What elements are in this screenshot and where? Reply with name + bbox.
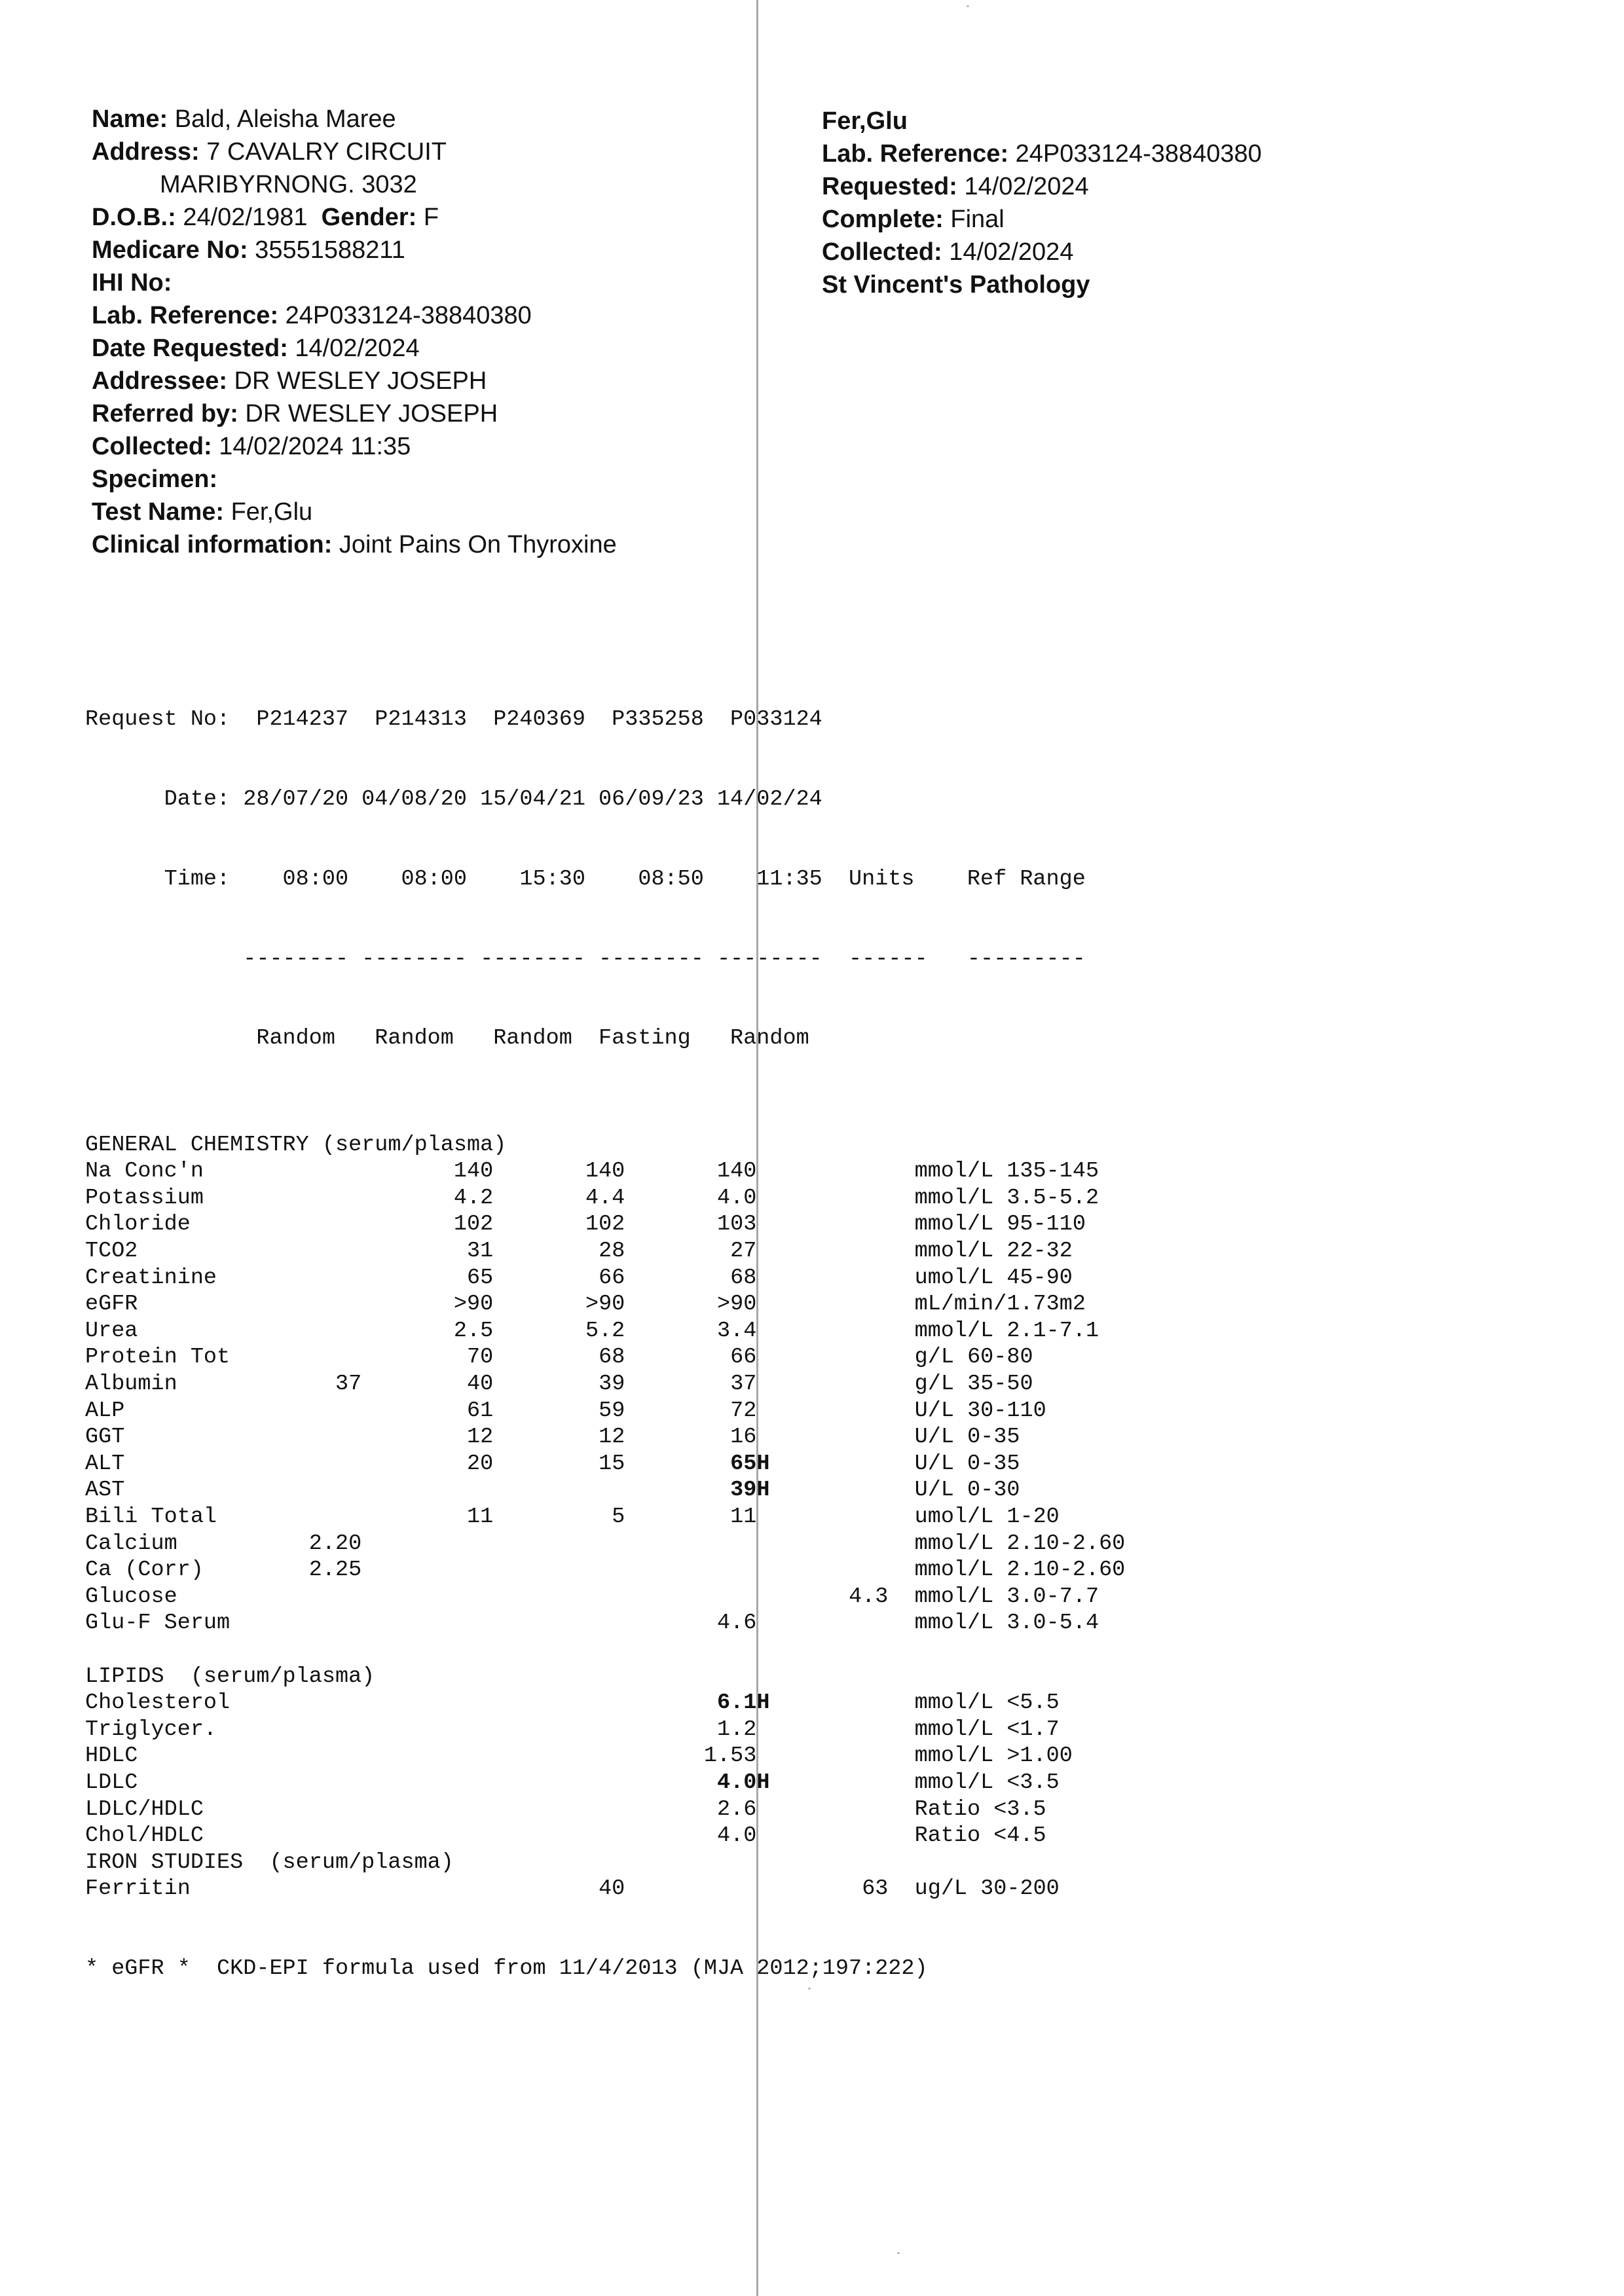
section-gap [85, 1105, 1125, 1132]
result-value: 16 [730, 1425, 757, 1450]
result-value: >90 [453, 1292, 494, 1317]
dob-line [92, 201, 733, 234]
lab-name: St Vincent's Pathology [822, 271, 1090, 299]
summary-requested-line [822, 170, 1575, 203]
collected-line [92, 430, 733, 463]
analyte-name: Chloride [85, 1212, 191, 1237]
clinical-line [92, 528, 733, 561]
scan-speck [897, 2252, 900, 2254]
collected-value: 14/02/2024 11:35 [212, 433, 411, 460]
result-value: 5 [612, 1504, 625, 1529]
result-units: umol/L [914, 1504, 994, 1529]
result-value: 2.25 [308, 1558, 362, 1583]
medicare-label: Medicare No: [92, 236, 248, 264]
result-value: 28 [599, 1239, 625, 1264]
reference-range: <5.5 [1006, 1690, 1060, 1716]
result-row [85, 1265, 1125, 1292]
result-units: mmol/L [914, 1212, 994, 1237]
result-units: mmol/L [914, 1770, 994, 1795]
reference-range: <1.7 [1006, 1717, 1060, 1742]
result-units: U/L [914, 1398, 954, 1423]
result-units: mmol/L [914, 1185, 994, 1211]
analyte-name: Creatinine [85, 1265, 217, 1290]
analyte-name: Bili Total [85, 1504, 217, 1529]
request-number-row: Request No: P214237 P214313 P240369 P335258 P033124 [85, 707, 822, 733]
reference-range: <3.5 [1006, 1770, 1060, 1795]
result-row [85, 1211, 1125, 1238]
result-row [85, 1158, 1125, 1185]
date-row: Date: 28/07/20 04/08/20 15/04/21 06/09/23 14/02/24 [85, 786, 822, 812]
analyte-name: Ca (Corr) [85, 1558, 204, 1583]
result-units: ug/L [914, 1876, 968, 1902]
collected-label: Collected: [92, 433, 212, 460]
analyte-name: Triglycer. [85, 1717, 217, 1742]
result-units: mmol/L [914, 1611, 994, 1636]
report-summary [822, 105, 1575, 301]
analyte-name: LDLC/HDLC [85, 1796, 204, 1822]
result-row [85, 1477, 1125, 1504]
scan-speck [967, 5, 969, 7]
result-value: >90 [717, 1292, 757, 1317]
result-value: 65 [467, 1265, 494, 1290]
patient-details [92, 103, 733, 561]
result-row [85, 1504, 1125, 1531]
result-value: 20 [467, 1451, 494, 1476]
summary-labref-line [822, 137, 1575, 170]
result-value: 4.2 [453, 1185, 494, 1211]
result-units: U/L [914, 1478, 954, 1503]
result-row [85, 1424, 1125, 1451]
result-value: 59 [599, 1398, 625, 1423]
specimen-line [92, 463, 733, 496]
reference-range: 45-90 [1006, 1265, 1073, 1290]
result-row [85, 1451, 1125, 1478]
result-value: 11 [467, 1504, 494, 1529]
addressee-line [92, 365, 733, 397]
result-value: 4.3 [849, 1584, 889, 1609]
reference-range: 0-35 [967, 1425, 1020, 1450]
date-requested-value: 14/02/2024 [287, 335, 420, 362]
result-row [85, 1584, 1125, 1611]
reference-range: 3.0-7.7 [1006, 1584, 1099, 1609]
addressee-value: DR WESLEY JOSEPH [227, 367, 487, 395]
result-value: 37 [335, 1372, 362, 1397]
result-value: 66 [599, 1265, 625, 1290]
result-row [85, 1371, 1125, 1398]
test-name-line [92, 496, 733, 528]
result-value: 3.4 [717, 1318, 757, 1343]
address-label: Address: [92, 138, 200, 166]
dob-label: D.O.B.: [92, 204, 176, 231]
analyte-name: TCO2 [85, 1239, 138, 1264]
reference-range: 30-110 [967, 1398, 1046, 1423]
referred-label: Referred by: [92, 400, 238, 428]
date-requested-label: Date Requested: [92, 335, 288, 362]
summary-collected-value: 14/02/2024 [942, 238, 1074, 266]
result-row [85, 1185, 1125, 1212]
result-value: 1.2 [717, 1717, 757, 1742]
result-units: mmol/L [914, 1159, 994, 1184]
analyte-name: Ferritin [85, 1876, 191, 1902]
result-units: mmol/L [914, 1584, 994, 1609]
result-row [85, 1743, 1125, 1770]
referred-line [92, 397, 733, 430]
reference-range: 0-35 [967, 1451, 1020, 1476]
analyte-name: Na Conc'n [85, 1159, 204, 1184]
result-value: 2.5 [453, 1318, 494, 1343]
reference-range: 0-30 [967, 1478, 1020, 1503]
analyte-name: Urea [85, 1318, 138, 1343]
analyte-name: ALT [85, 1451, 125, 1476]
result-units: mmol/L [914, 1743, 994, 1769]
section-heading: IRON STUDIES (serum/plasma) [85, 1850, 454, 1875]
analyte-name: Potassium [85, 1185, 204, 1211]
result-units: U/L [914, 1425, 954, 1450]
address-street: 7 CAVALRY CIRCUIT [199, 138, 447, 166]
gender-label: Gender: [307, 204, 417, 231]
result-row [85, 1398, 1125, 1425]
sample-type-row: Random Random Random Fasting Random [85, 1026, 809, 1051]
reference-range: 1-20 [1006, 1504, 1060, 1529]
clinical-value: Joint Pains On Thyroxine [332, 531, 617, 558]
reference-range: 60-80 [967, 1345, 1033, 1370]
test-name-label: Test Name: [92, 498, 225, 526]
address-suburb: MARIBYRNONG. 3032 [160, 171, 417, 198]
summary-requested-label: Requested: [822, 173, 957, 200]
medicare-value: 35551588211 [248, 236, 405, 264]
result-value: 5.2 [585, 1318, 625, 1343]
result-row [85, 1344, 1125, 1371]
result-value: 4.0 [717, 1185, 757, 1211]
result-value: 39H [730, 1478, 770, 1503]
result-value: 37 [730, 1372, 757, 1397]
results-table [85, 653, 1125, 2009]
analyte-name: Albumin [85, 1372, 177, 1397]
result-value: 39 [599, 1372, 625, 1397]
labref-line [92, 299, 733, 332]
result-value: 27 [730, 1239, 757, 1264]
analyte-name: AST [85, 1478, 125, 1503]
result-value: 2.6 [717, 1796, 757, 1822]
analyte-name: Glucose [85, 1584, 177, 1609]
clinical-label: Clinical information: [92, 531, 333, 558]
header-dash-row: -------- -------- -------- -------- -------- ------ --------- [85, 946, 1086, 972]
reference-range: 3.0-5.4 [1006, 1611, 1099, 1636]
reference-range: 30-200 [980, 1876, 1060, 1902]
reference-range: 2.1-7.1 [1006, 1318, 1099, 1343]
patient-name-line [92, 103, 733, 136]
ihi-line [92, 266, 733, 299]
analyte-name: Protein Tot [85, 1345, 231, 1370]
result-units: U/L [914, 1451, 954, 1476]
analyte-name: ALP [85, 1398, 125, 1423]
analyte-name: HDLC [85, 1743, 138, 1769]
result-value: 72 [730, 1398, 757, 1423]
gender-value: F [416, 204, 439, 231]
result-value: 15 [599, 1451, 625, 1476]
summary-labref-label: Lab. Reference: [822, 140, 1009, 168]
time-units-header-row: Time: 08:00 08:00 15:30 08:50 11:35 Units Ref Range [85, 866, 1086, 892]
result-value: 102 [453, 1212, 494, 1237]
specimen-label: Specimen: [92, 465, 218, 493]
analyte-name: Cholesterol [85, 1690, 231, 1716]
results-body [85, 1105, 1125, 1903]
summary-requested-value: 14/02/2024 [957, 173, 1089, 200]
egfr-footnote: * eGFR * CKD-EPI formula used from 11/4/2013 (MJA 2012;197:222) [85, 1956, 928, 1982]
result-value: 1.53 [703, 1743, 757, 1769]
result-row [85, 1796, 1125, 1823]
analyte-name: Glu-F Serum [85, 1611, 231, 1636]
name-label: Name: [92, 105, 168, 133]
analyte-name: GGT [85, 1425, 125, 1450]
summary-collected-line [822, 236, 1575, 268]
analyte-name: Chol/HDLC [85, 1823, 204, 1849]
result-value: 68 [599, 1345, 625, 1370]
summary-complete-line [822, 203, 1575, 236]
section-heading: GENERAL CHEMISTRY (serum/plasma) [85, 1132, 507, 1157]
reference-range: <4.5 [993, 1823, 1046, 1849]
summary-complete-label: Complete: [822, 206, 944, 233]
addressee-label: Addressee: [92, 367, 227, 395]
result-row [85, 1770, 1125, 1796]
result-value: 102 [585, 1212, 625, 1237]
test-name-value: Fer,Glu [224, 498, 313, 526]
ihi-label: IHI No: [92, 269, 172, 297]
result-units: mmol/L [914, 1690, 994, 1716]
reference-range: >1.00 [1006, 1743, 1073, 1769]
reference-range: 22-32 [1006, 1239, 1073, 1264]
result-value: 63 [862, 1876, 889, 1902]
reference-range: 95-110 [1006, 1212, 1086, 1237]
result-value: 140 [717, 1159, 757, 1184]
reference-range: 135-145 [1006, 1159, 1099, 1184]
result-row [85, 1557, 1125, 1584]
result-units: mmol/L [914, 1717, 994, 1742]
result-value: 70 [467, 1345, 494, 1370]
result-value: 4.0H [717, 1770, 770, 1795]
result-value: 40 [467, 1372, 494, 1397]
result-units: umol/L [914, 1265, 994, 1290]
result-value: 66 [730, 1345, 757, 1370]
result-value: >90 [585, 1292, 625, 1317]
result-row [85, 1823, 1125, 1850]
result-row [85, 1690, 1125, 1717]
result-value: 140 [453, 1159, 494, 1184]
result-row [85, 1238, 1125, 1265]
result-row [85, 1531, 1125, 1558]
result-value: 6.1H [717, 1690, 770, 1716]
summary-title: Fer,Glu [822, 107, 908, 135]
date-requested-line [92, 332, 733, 365]
result-row [85, 1717, 1125, 1743]
result-row [85, 1876, 1125, 1903]
result-row [85, 1318, 1125, 1345]
result-units: g/L [914, 1345, 954, 1370]
reference-range: 2.10-2.60 [1006, 1531, 1126, 1556]
reference-range: 2.10-2.60 [1006, 1558, 1126, 1583]
result-value: 140 [585, 1159, 625, 1184]
analyte-name: LDLC [85, 1770, 138, 1795]
address-line [92, 136, 733, 168]
summary-labref-value: 24P033124-38840380 [1008, 140, 1262, 168]
section-heading: LIPIDS (serum/plasma) [85, 1664, 375, 1689]
result-row [85, 1610, 1125, 1637]
patient-name: Bald, Aleisha Maree [168, 105, 396, 133]
result-units: Ratio [914, 1796, 981, 1822]
result-value: 65H [730, 1451, 770, 1476]
result-value: 40 [599, 1876, 625, 1902]
summary-collected-label: Collected: [822, 238, 942, 266]
result-units: mmol/L [914, 1531, 994, 1556]
result-value: 68 [730, 1265, 757, 1290]
result-units: mmol/L [914, 1239, 994, 1264]
result-value: 4.4 [585, 1185, 625, 1211]
result-value: 4.0 [717, 1823, 757, 1849]
result-value: 12 [599, 1425, 625, 1450]
reference-range: 35-50 [967, 1372, 1033, 1397]
referred-value: DR WESLEY JOSEPH [238, 400, 498, 428]
reference-range: 3.5-5.2 [1006, 1185, 1099, 1211]
result-value: 4.6 [717, 1611, 757, 1636]
reference-range: <3.5 [993, 1796, 1046, 1822]
medicare-line [92, 234, 733, 266]
result-value: 103 [717, 1212, 757, 1237]
analyte-name: eGFR [85, 1292, 138, 1317]
result-units: g/L [914, 1372, 954, 1397]
result-value: 31 [467, 1239, 494, 1264]
result-units: mmol/L [914, 1318, 994, 1343]
result-units: mL/min/1.73m2 [914, 1292, 1086, 1317]
result-value: 12 [467, 1425, 494, 1450]
result-value: 61 [467, 1398, 494, 1423]
summary-complete-value: Final [943, 206, 1005, 233]
dob-value: 24/02/1981 [175, 204, 308, 231]
result-value: 11 [730, 1504, 757, 1529]
result-units: Ratio [914, 1823, 981, 1849]
analyte-name: Calcium [85, 1531, 177, 1556]
result-units: mmol/L [914, 1558, 994, 1583]
labref-value: 24P033124-38840380 [278, 302, 532, 329]
labref-label: Lab. Reference: [92, 302, 279, 329]
section-gap [85, 1637, 1125, 1664]
result-row [85, 1291, 1125, 1318]
result-value: 2.20 [308, 1531, 362, 1556]
